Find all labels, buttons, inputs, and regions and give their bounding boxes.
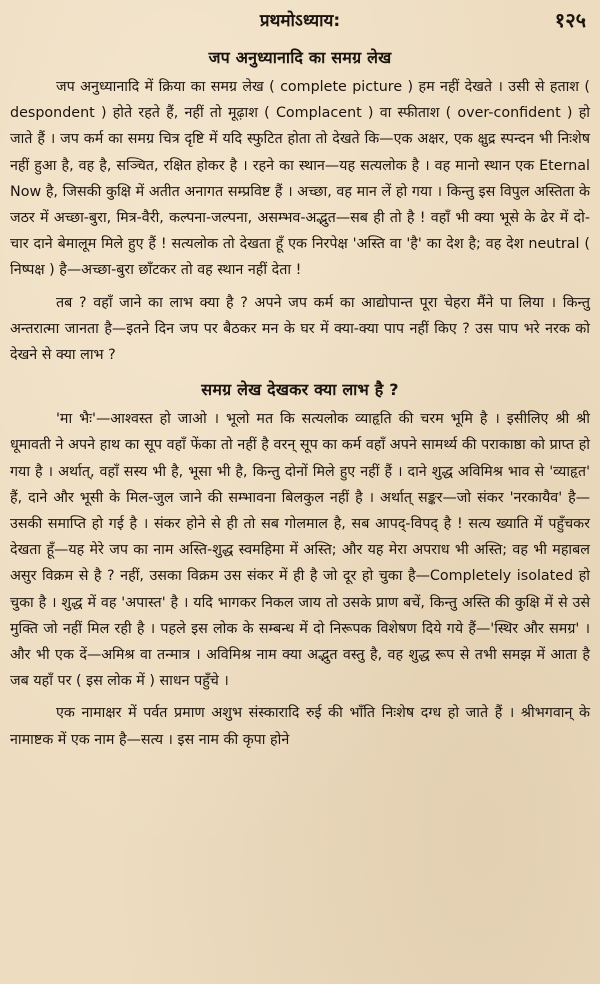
page-number: १२५ [554, 8, 586, 32]
paragraph: एक नामाक्षर में पर्वत प्रमाण अशुभ संस्कारादि रुई की भाँति निःशेष दग्ध हो जाते हैं । श्रीभगवान् के नामाष्टक में एक नाम है—सत्य । इस नाम की कृपा होने [10, 705, 590, 748]
page-header [10, 6, 590, 36]
section-heading: समग्र लेख देखकर क्या लाभ है ? [201, 380, 399, 400]
section-japa-picture [10, 46, 590, 368]
paragraph: जप अनुध्यानादि में क्रिया का समग्र लेख ( complete picture ) हम नहीं देखते । उसी से हताश ( despondent ) होते रहते हैं, नहीं तो मूढ़ाश ( Complacent ) वा स्फीताश ( over-confident ) हो जाते हैं । जप कर्म का समग्र चित्र दृष्टि में यदि स्फुटित होता तो देखते कि—एक अक्षर, एक क्षुद्र स्पन्दन भी निःशेष नहीं हुआ है, वह है, सञ्चित, रक्षित होकर है । रहने का स्थान—यह सत्यलोक है । वह मानो स्थान एक Eternal Now है, जिसकी कुक्षि में अतीत अनागत सम्प्रविष्ट हैं । अच्छा, वह मान लें हो गया । किन्तु इस विपुल अस्तिता के जठर में अच्छा-बुरा, मित्र-वैरी, कल्पना-जल्पना, असम्भव-अद्भुत—सब ही तो है ! वहाँ भी क्या भूसे के ढेर में दो-चार दाने बेमालूम मिले हुए हैं ! सत्यलोक तो देखता हूँ एक निरपेक्ष 'अस्ति वा 'है' का देश है; वह देश neutral ( निष्पक्ष ) है—अच्छा-बुरा छाँटकर तो वह स्थान नहीं देता ! [10, 79, 591, 279]
section-benefit [10, 378, 590, 753]
section-heading: जप अनुध्यानादि का समग्र लेख [208, 48, 392, 67]
paragraph: 'मा भैः'—आश्वस्त हो जाओ । भूलो मत कि सत्यलोक व्याहृति की चरम भूमि है । इसीलिए श्री श्री धूमावती ने अपने हाथ का सूप वहाँ फेंका तो नहीं है वरन् सूप का कर्म वहाँ अपने सामर्थ्य की पराकाष्ठा को प्राप्त हो गया है । अर्थात्, वहाँ सस्य भी है, भूसा भी है, किन्तु दोनों मिले हुए नहीं हैं । दाने शुद्ध अविमिश्र भाव से 'व्याहृत' हैं, दाने और भूसी के मिल-जुल जाने की सम्भावना बिलकुल नहीं है । अर्थात् सङ्कर—जो संकर 'नरकायैव' है—उसकी समाप्ति हो गई है । संकर होने से ही तो सब गोलमाल है, सब आपद्-विपद् है ! सत्य ख्याति में पहुँचकर देखता हूँ—यह मेरे जप का नाम अस्ति-शुद्ध स्वमहिमा में अस्ति; और यह मेरा अपराध भी अस्ति; वह भी महाबल असुर विक्रम से है ? नहीं, उसका विक्रम उस संकर में ही है जो दूर हो चुका है—Completely isolated हो चुका है । शुद्ध में वह 'अपास्त' है । यदि भागकर निकल जाय तो उसके प्राण बचें, किन्तु अस्ति की कुक्षि में से उसे मुक्ति जो नहीं मिल रही है । पहले इस लोक के सम्बन्ध में दो निरूपक विशेषण दिये गये हैं—'स्थिर और समग्र' । और भी एक दें—अमिश्र वा तन्मात्र । अविमिश्र नाम क्या अद्भुत वस्तु है, वह शुद्ध रूप से तभी समझ में आता है जब यहाँ पर ( इस लोक में ) साधन पहुँचे । [10, 411, 590, 690]
paragraph: तब ? वहाँ जाने का लाभ क्या है ? अपने जप कर्म का आद्योपान्त पूरा चेहरा मैंने पा लिया । किन्तु अन्तरात्मा जानता है—इतने दिन जप पर बैठकर मन के घर में क्या-क्या पाप नहीं किए ? उस पाप भरे नरक को देखने से क्या लाभ ? [10, 294, 590, 364]
running-title: प्रथमोऽध्याय: [259, 11, 341, 31]
